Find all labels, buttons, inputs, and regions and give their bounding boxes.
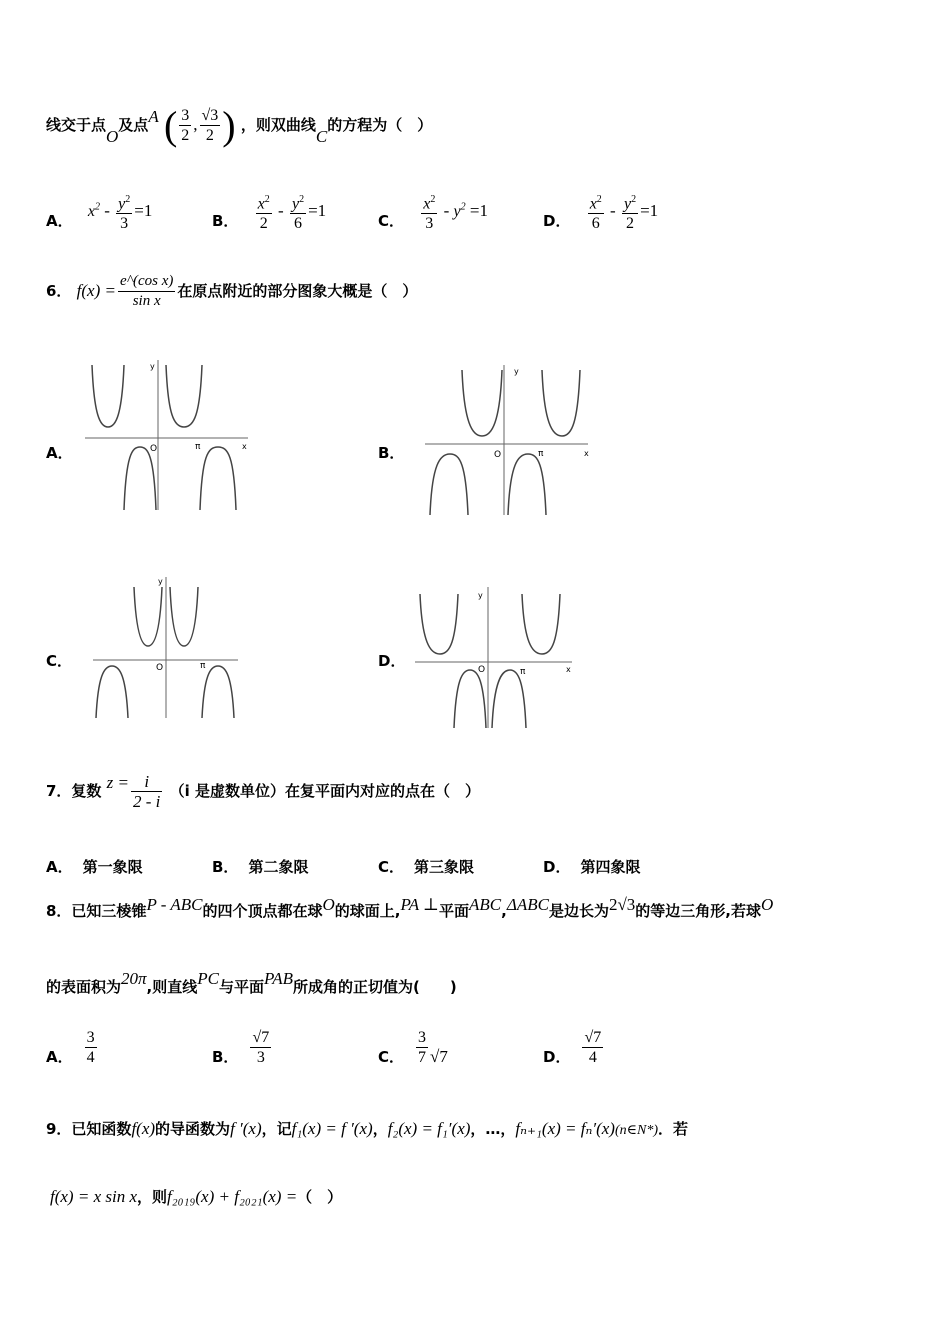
- frac: $\frac{y^2}{6}$: [290, 190, 306, 233]
- pi-label: π: [538, 449, 544, 459]
- q5-text-a: 线交于点: [46, 116, 107, 134]
- y-label: y: [158, 577, 163, 586]
- q5-option-d[interactable]: D． $\frac{x^2}{6}$ - $\frac{y^2}{2}$ =1: [543, 190, 658, 233]
- q9-line2-expr: f₂₀₁₉(x) + f₂₀₂₁(x) =: [167, 1187, 298, 1206]
- q5-line: [46, 102, 432, 149]
- frac-den: 4: [588, 1049, 597, 1066]
- origin-label: O: [494, 450, 502, 460]
- q8-line2-a: 的表面积为: [46, 978, 122, 996]
- q8-option-a[interactable]: [46, 1028, 99, 1067]
- graph-d-label[interactable]: D．: [378, 652, 406, 670]
- q8-pabc: P - ABC: [146, 895, 203, 914]
- option-label: B．: [212, 858, 239, 876]
- q9-line2-fx: f(x) = x sin x: [50, 1187, 137, 1206]
- frac-den: 4: [86, 1049, 95, 1066]
- q7-option-b[interactable]: [212, 856, 308, 877]
- q8-line2-c: 与平面: [218, 978, 264, 996]
- q8-t3: 平面: [439, 902, 470, 920]
- frac-num: 3: [86, 1029, 95, 1046]
- point-a: A: [148, 107, 159, 126]
- comma: ,: [193, 115, 198, 134]
- q8-t4: ,: [501, 902, 507, 920]
- q8-t6: 的等边三角形,若球: [635, 902, 761, 920]
- curve: [170, 587, 198, 646]
- q6-number: 6．: [46, 282, 72, 300]
- q7-num: i: [131, 772, 162, 792]
- q9-fn: fₙ₊₁(x) = fₙ′(x): [515, 1119, 615, 1138]
- q8-line2-b: ,则直线: [146, 978, 198, 996]
- frac-num: √7: [584, 1029, 602, 1046]
- q5-option-c[interactable]: C． $\frac{x^2}{3}$ - $y^2 =1$: [378, 190, 488, 233]
- graph-a[interactable]: [80, 355, 260, 515]
- curve: [454, 670, 486, 728]
- frac: [250, 1028, 271, 1067]
- q8-line2-d: 所成角的正切值为( ): [292, 978, 457, 996]
- option-label: A．: [46, 1048, 73, 1066]
- q8-area: 20π: [121, 969, 147, 988]
- q9-f1: f₁(x) = f ′(x): [291, 1119, 373, 1138]
- q8-line2: [46, 969, 457, 997]
- q8-pa: PA ⊥: [400, 895, 440, 914]
- option-label: B．: [212, 212, 239, 231]
- q9-fpx: f ′(x): [230, 1119, 262, 1138]
- option-label: A．: [46, 212, 73, 231]
- q7-option-d[interactable]: [543, 856, 640, 877]
- origin-label: O: [150, 444, 158, 454]
- q7-option-a[interactable]: [46, 856, 143, 877]
- option-text: 第二象限: [248, 858, 309, 876]
- y-label: y: [478, 591, 483, 600]
- origin-label: O: [156, 663, 164, 673]
- frac: [85, 1028, 97, 1067]
- curve: [508, 454, 546, 515]
- q8-t5: 是边长为: [548, 902, 609, 920]
- q7-line: [46, 772, 480, 811]
- q8-abc: ABC: [469, 895, 502, 914]
- curve: [542, 370, 580, 436]
- curve: [202, 666, 234, 718]
- coord-x-den: 2: [181, 127, 190, 144]
- q9-line1: [46, 1118, 688, 1139]
- q8-side: 2√3: [608, 895, 636, 914]
- frac: $\frac{x^2}{2}$: [256, 190, 272, 233]
- curve: [492, 670, 526, 728]
- q9-line2-t1: ，则: [137, 1188, 168, 1206]
- q5-option-b[interactable]: B． $\frac{x^2}{2}$ - $\frac{y^2}{6}$ =1: [212, 190, 326, 233]
- pi-label: π: [195, 442, 201, 452]
- pi-label: π: [520, 667, 526, 677]
- coord-y-den: 2: [205, 127, 214, 144]
- coord-x: [179, 106, 191, 145]
- q7-option-c[interactable]: [378, 856, 474, 877]
- q9-line2: [50, 1186, 342, 1207]
- option-label: C．: [378, 858, 405, 876]
- q9-nset: (n∈N*): [614, 1123, 658, 1138]
- frac: $\frac{y^2}{3}$: [116, 190, 132, 233]
- q7-frac: [131, 772, 162, 811]
- frac: $\frac{y^2}{2}$: [622, 190, 638, 233]
- x-label: x: [242, 442, 247, 451]
- point-o: O: [106, 127, 119, 146]
- frac-den: 3: [256, 1049, 265, 1066]
- q7-z: z =: [106, 773, 130, 792]
- option-label: D．: [543, 858, 571, 876]
- q9-t1: 的导函数为: [155, 1120, 231, 1138]
- q7-den: 2 - i: [133, 792, 161, 811]
- curve: [200, 447, 236, 510]
- option-label: D．: [543, 212, 571, 231]
- q5-option-a-expr: $x^2$: [87, 201, 100, 221]
- frac-tail: √7: [430, 1047, 448, 1066]
- pi-label: π: [200, 661, 206, 671]
- y-label: y: [514, 367, 519, 376]
- q5-text-c: ，则双曲线: [240, 116, 316, 134]
- q9-f2: f₂(x) = f₁′(x): [387, 1119, 471, 1138]
- graph-c[interactable]: [88, 572, 248, 722]
- q8-line1: [46, 895, 774, 921]
- q8-o2: O: [761, 895, 774, 914]
- curve: [124, 447, 156, 510]
- q9-number: 9．已知函数: [46, 1120, 132, 1138]
- frac: [416, 1028, 428, 1067]
- q9-t3: ，: [372, 1120, 388, 1138]
- curve: [96, 666, 128, 718]
- q5-text-d: 的方程为（ ）: [327, 116, 433, 134]
- q8-t2: 的球面上,: [334, 902, 401, 920]
- coord-y-num: √3: [201, 107, 219, 124]
- q6-text: 在原点附近的部分图象大概是（ ）: [177, 282, 418, 300]
- graph-b[interactable]: [420, 360, 600, 520]
- graph-c-label[interactable]: C．: [46, 652, 73, 670]
- q7-text: （i 是虚数单位）在复平面内对应的点在（ ）: [169, 782, 481, 800]
- q9-fx: f(x): [131, 1119, 156, 1138]
- curve: [134, 587, 162, 646]
- option-label: C．: [378, 1048, 405, 1066]
- q9-line2-t2: （ ）: [297, 1188, 343, 1206]
- option-label: A．: [46, 858, 73, 876]
- frac-num: 3: [418, 1029, 427, 1046]
- q6-frac: [118, 272, 175, 311]
- curve: [522, 594, 560, 654]
- paren-right: ): [222, 103, 236, 148]
- x-label: x: [584, 449, 589, 458]
- q8-number: 8．已知三棱锥: [46, 902, 147, 920]
- graph-a-label[interactable]: A．: [46, 444, 73, 462]
- q6-func: f(x) =: [76, 281, 116, 300]
- x-label: x: [566, 665, 571, 674]
- coord-x-num: 3: [181, 107, 190, 124]
- option-label: D．: [543, 1048, 571, 1066]
- curve-c: C: [315, 127, 328, 146]
- q8-option-c[interactable]: [378, 1028, 448, 1067]
- option-label: C．: [378, 212, 405, 231]
- curve: [430, 454, 468, 515]
- curve: [420, 594, 458, 654]
- q6-den: sin x: [132, 293, 161, 309]
- q8-option-d[interactable]: [543, 1028, 605, 1067]
- q5-option-a[interactable]: A． $x^2$ - $\frac{y^2}{3}$ =1: [46, 190, 152, 233]
- q9-t2: ，记: [261, 1120, 292, 1138]
- paren-left: (: [163, 103, 178, 148]
- frac: $\frac{x^2}{6}$: [588, 190, 604, 233]
- option-label: B．: [212, 1048, 239, 1066]
- q6-line: [46, 272, 417, 311]
- curve: [92, 365, 124, 427]
- coord-y: [200, 106, 221, 145]
- curve: [166, 365, 202, 427]
- q6-num: e^(cos x): [118, 272, 175, 292]
- frac: $\frac{x^2}{3}$: [421, 190, 437, 233]
- frac-den: 7: [418, 1049, 427, 1066]
- graph-d[interactable]: [410, 582, 580, 732]
- origin-label: O: [478, 665, 486, 675]
- curve: [462, 370, 502, 436]
- q8-option-b[interactable]: [212, 1028, 273, 1067]
- q5-text-b: 及点: [118, 116, 149, 134]
- q8-o: O: [322, 895, 335, 914]
- q9-t5: ．若: [658, 1120, 689, 1138]
- q8-pc: PC: [197, 969, 219, 988]
- q8-t1: 的四个顶点都在球: [202, 902, 323, 920]
- option-text: 第三象限: [414, 858, 475, 876]
- frac-num: √7: [252, 1029, 270, 1046]
- option-text: 第一象限: [82, 858, 143, 876]
- q9-t4: ，…，: [470, 1120, 516, 1138]
- option-text: 第四象限: [580, 858, 641, 876]
- q8-dabc: ΔABC: [506, 895, 549, 914]
- q7-number: 7．复数: [46, 782, 102, 800]
- q8-pab: PAB: [264, 969, 293, 988]
- y-label: y: [150, 362, 155, 371]
- frac: [582, 1028, 603, 1067]
- graph-b-label[interactable]: B．: [378, 444, 405, 462]
